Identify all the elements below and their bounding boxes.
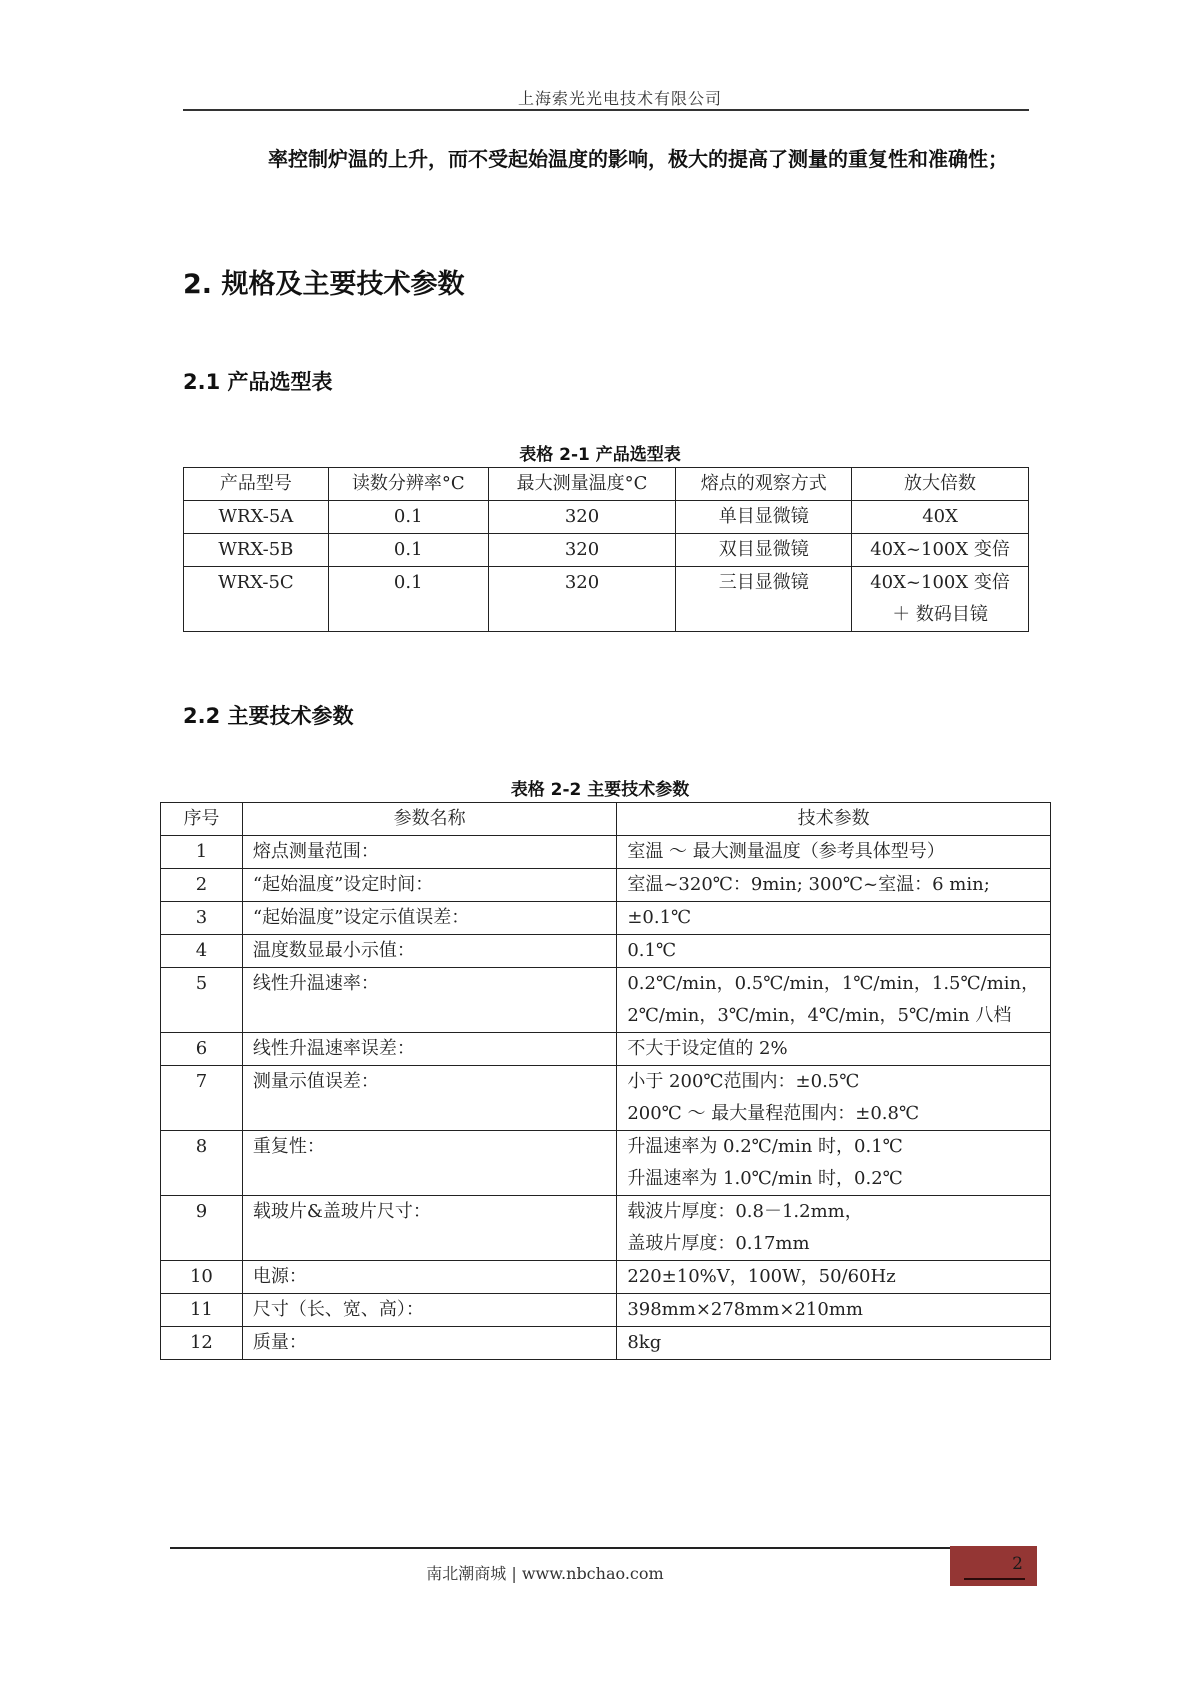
param-name: 熔点测量范围： (242, 836, 616, 869)
resolution-cell: 0.1 (328, 534, 488, 567)
param-name: 载玻片&盖玻片尺寸： (242, 1196, 616, 1261)
param-value-line2: 2℃/min，3℃/min，4℃/min，5℃/min 八档 (627, 1005, 1012, 1026)
table-row (184, 567, 1029, 632)
model-cell: WRX-5C (184, 567, 329, 632)
observation-cell: 单目显微镜 (676, 501, 852, 534)
magnification-line2: ＋ 数码目镜 (892, 604, 988, 625)
header-cell: 序号 (161, 803, 243, 836)
header-cell: 放大倍数 (852, 468, 1029, 501)
param-value-line2: 盖玻片厚度：0.17mm (627, 1233, 810, 1254)
table-row (161, 1066, 1051, 1131)
header-cell: 技术参数 (617, 803, 1051, 836)
header-divider (183, 109, 1029, 111)
intro-paragraph: 率控制炉温的上升，而不受起始温度的影响，极大的提高了测量的重复性和准确性； (268, 147, 1008, 171)
table-row (161, 1261, 1051, 1294)
magnification-cell (852, 567, 1029, 632)
param-name: 线性升温速率误差： (242, 1033, 616, 1066)
running-header: 上海索光光电技术有限公司 (517, 89, 722, 108)
param-value: 室温 ～ 最大测量温度（参考具体型号） (617, 836, 1051, 869)
param-value-line1: 小于 200℃范围内：±0.5℃ (627, 1071, 860, 1092)
row-number: 8 (161, 1131, 243, 1196)
row-number: 9 (161, 1196, 243, 1261)
row-number: 1 (161, 836, 243, 869)
page-number: 2 (1012, 1554, 1023, 1574)
table1-caption: 表格 2-1 产品选型表 (519, 445, 681, 465)
magnification-line1: 40X~100X 变倍 (870, 572, 1010, 593)
param-value-line1: 升温速率为 0.2℃/min 时，0.1℃ (627, 1136, 903, 1157)
param-name: “起始温度”设定时间： (242, 869, 616, 902)
magnification-cell: 40X (852, 501, 1029, 534)
param-value: 0.1℃ (617, 935, 1051, 968)
param-name: 温度数显最小示值： (242, 935, 616, 968)
param-name: 测量示值误差： (242, 1066, 616, 1131)
max-temp-cell: 320 (488, 501, 676, 534)
table-row (161, 902, 1051, 935)
param-value: 室温~320℃：9min; 300℃~室温：6 min; (617, 869, 1051, 902)
table-row (161, 1131, 1051, 1196)
param-name: 尺寸（长、宽、高）： (242, 1294, 616, 1327)
table-row (161, 1196, 1051, 1261)
param-name: 重复性： (242, 1131, 616, 1196)
row-number: 12 (161, 1327, 243, 1360)
table-header-row (161, 803, 1051, 836)
observation-cell: 双目显微镜 (676, 534, 852, 567)
page-number-underline (964, 1578, 1025, 1580)
table-row (161, 935, 1051, 968)
row-number: 7 (161, 1066, 243, 1131)
param-value (617, 1131, 1051, 1196)
row-number: 10 (161, 1261, 243, 1294)
resolution-cell: 0.1 (328, 501, 488, 534)
row-number: 2 (161, 869, 243, 902)
param-value: 8kg (617, 1327, 1051, 1360)
header-cell: 产品型号 (184, 468, 329, 501)
row-number: 6 (161, 1033, 243, 1066)
model-cell: WRX-5A (184, 501, 329, 534)
table2-caption: 表格 2-2 主要技术参数 (510, 780, 690, 800)
observation-cell: 三目显微镜 (676, 567, 852, 632)
table-row (161, 968, 1051, 1033)
subsection-heading-product-selection: 2.1 产品选型表 (183, 370, 333, 394)
technical-parameters-table (160, 802, 1051, 1360)
page-number-box (950, 1546, 1037, 1586)
product-selection-table (183, 467, 1029, 632)
max-temp-cell: 320 (488, 534, 676, 567)
param-name: 电源： (242, 1261, 616, 1294)
param-value-line1: 载波片厚度：0.8－1.2mm， (627, 1201, 863, 1222)
footer-divider (170, 1547, 950, 1549)
magnification-cell: 40X~100X 变倍 (852, 534, 1029, 567)
table-row (161, 1033, 1051, 1066)
param-value (617, 1196, 1051, 1261)
param-value (617, 968, 1051, 1033)
param-value: 220±10%V，100W，50/60Hz (617, 1261, 1051, 1294)
row-number: 5 (161, 968, 243, 1033)
header-cell: 参数名称 (242, 803, 616, 836)
table-row (161, 1327, 1051, 1360)
header-cell: 最大测量温度°C (488, 468, 676, 501)
footer-text: 南北潮商城 | www.nbchao.com (426, 1564, 664, 1583)
param-value-line2: 升温速率为 1.0℃/min 时，0.2℃ (627, 1168, 903, 1189)
model-cell: WRX-5B (184, 534, 329, 567)
param-value-line1: 0.2℃/min，0.5℃/min，1℃/min，1.5℃/min， (627, 973, 1040, 994)
table-row (184, 534, 1029, 567)
table-header-row (184, 468, 1029, 501)
table-row (184, 501, 1029, 534)
header-cell: 熔点的观察方式 (676, 468, 852, 501)
param-value-line2: 200℃ ～ 最大量程范围内：±0.8℃ (627, 1103, 920, 1124)
param-name: “起始温度”设定示值误差： (242, 902, 616, 935)
header-cell: 读数分辨率°C (328, 468, 488, 501)
section-heading: 2. 规格及主要技术参数 (183, 269, 465, 300)
param-value (617, 1066, 1051, 1131)
max-temp-cell: 320 (488, 567, 676, 632)
table-row (161, 1294, 1051, 1327)
resolution-cell: 0.1 (328, 567, 488, 632)
param-value: 不大于设定值的 2% (617, 1033, 1051, 1066)
row-number: 4 (161, 935, 243, 968)
row-number: 11 (161, 1294, 243, 1327)
param-name: 质量： (242, 1327, 616, 1360)
param-value: ±0.1℃ (617, 902, 1051, 935)
row-number: 3 (161, 902, 243, 935)
param-value: 398mm×278mm×210mm (617, 1294, 1051, 1327)
subsection-heading-tech-params: 2.2 主要技术参数 (183, 704, 354, 728)
table-row (161, 869, 1051, 902)
table-row (161, 836, 1051, 869)
param-name: 线性升温速率： (242, 968, 616, 1033)
